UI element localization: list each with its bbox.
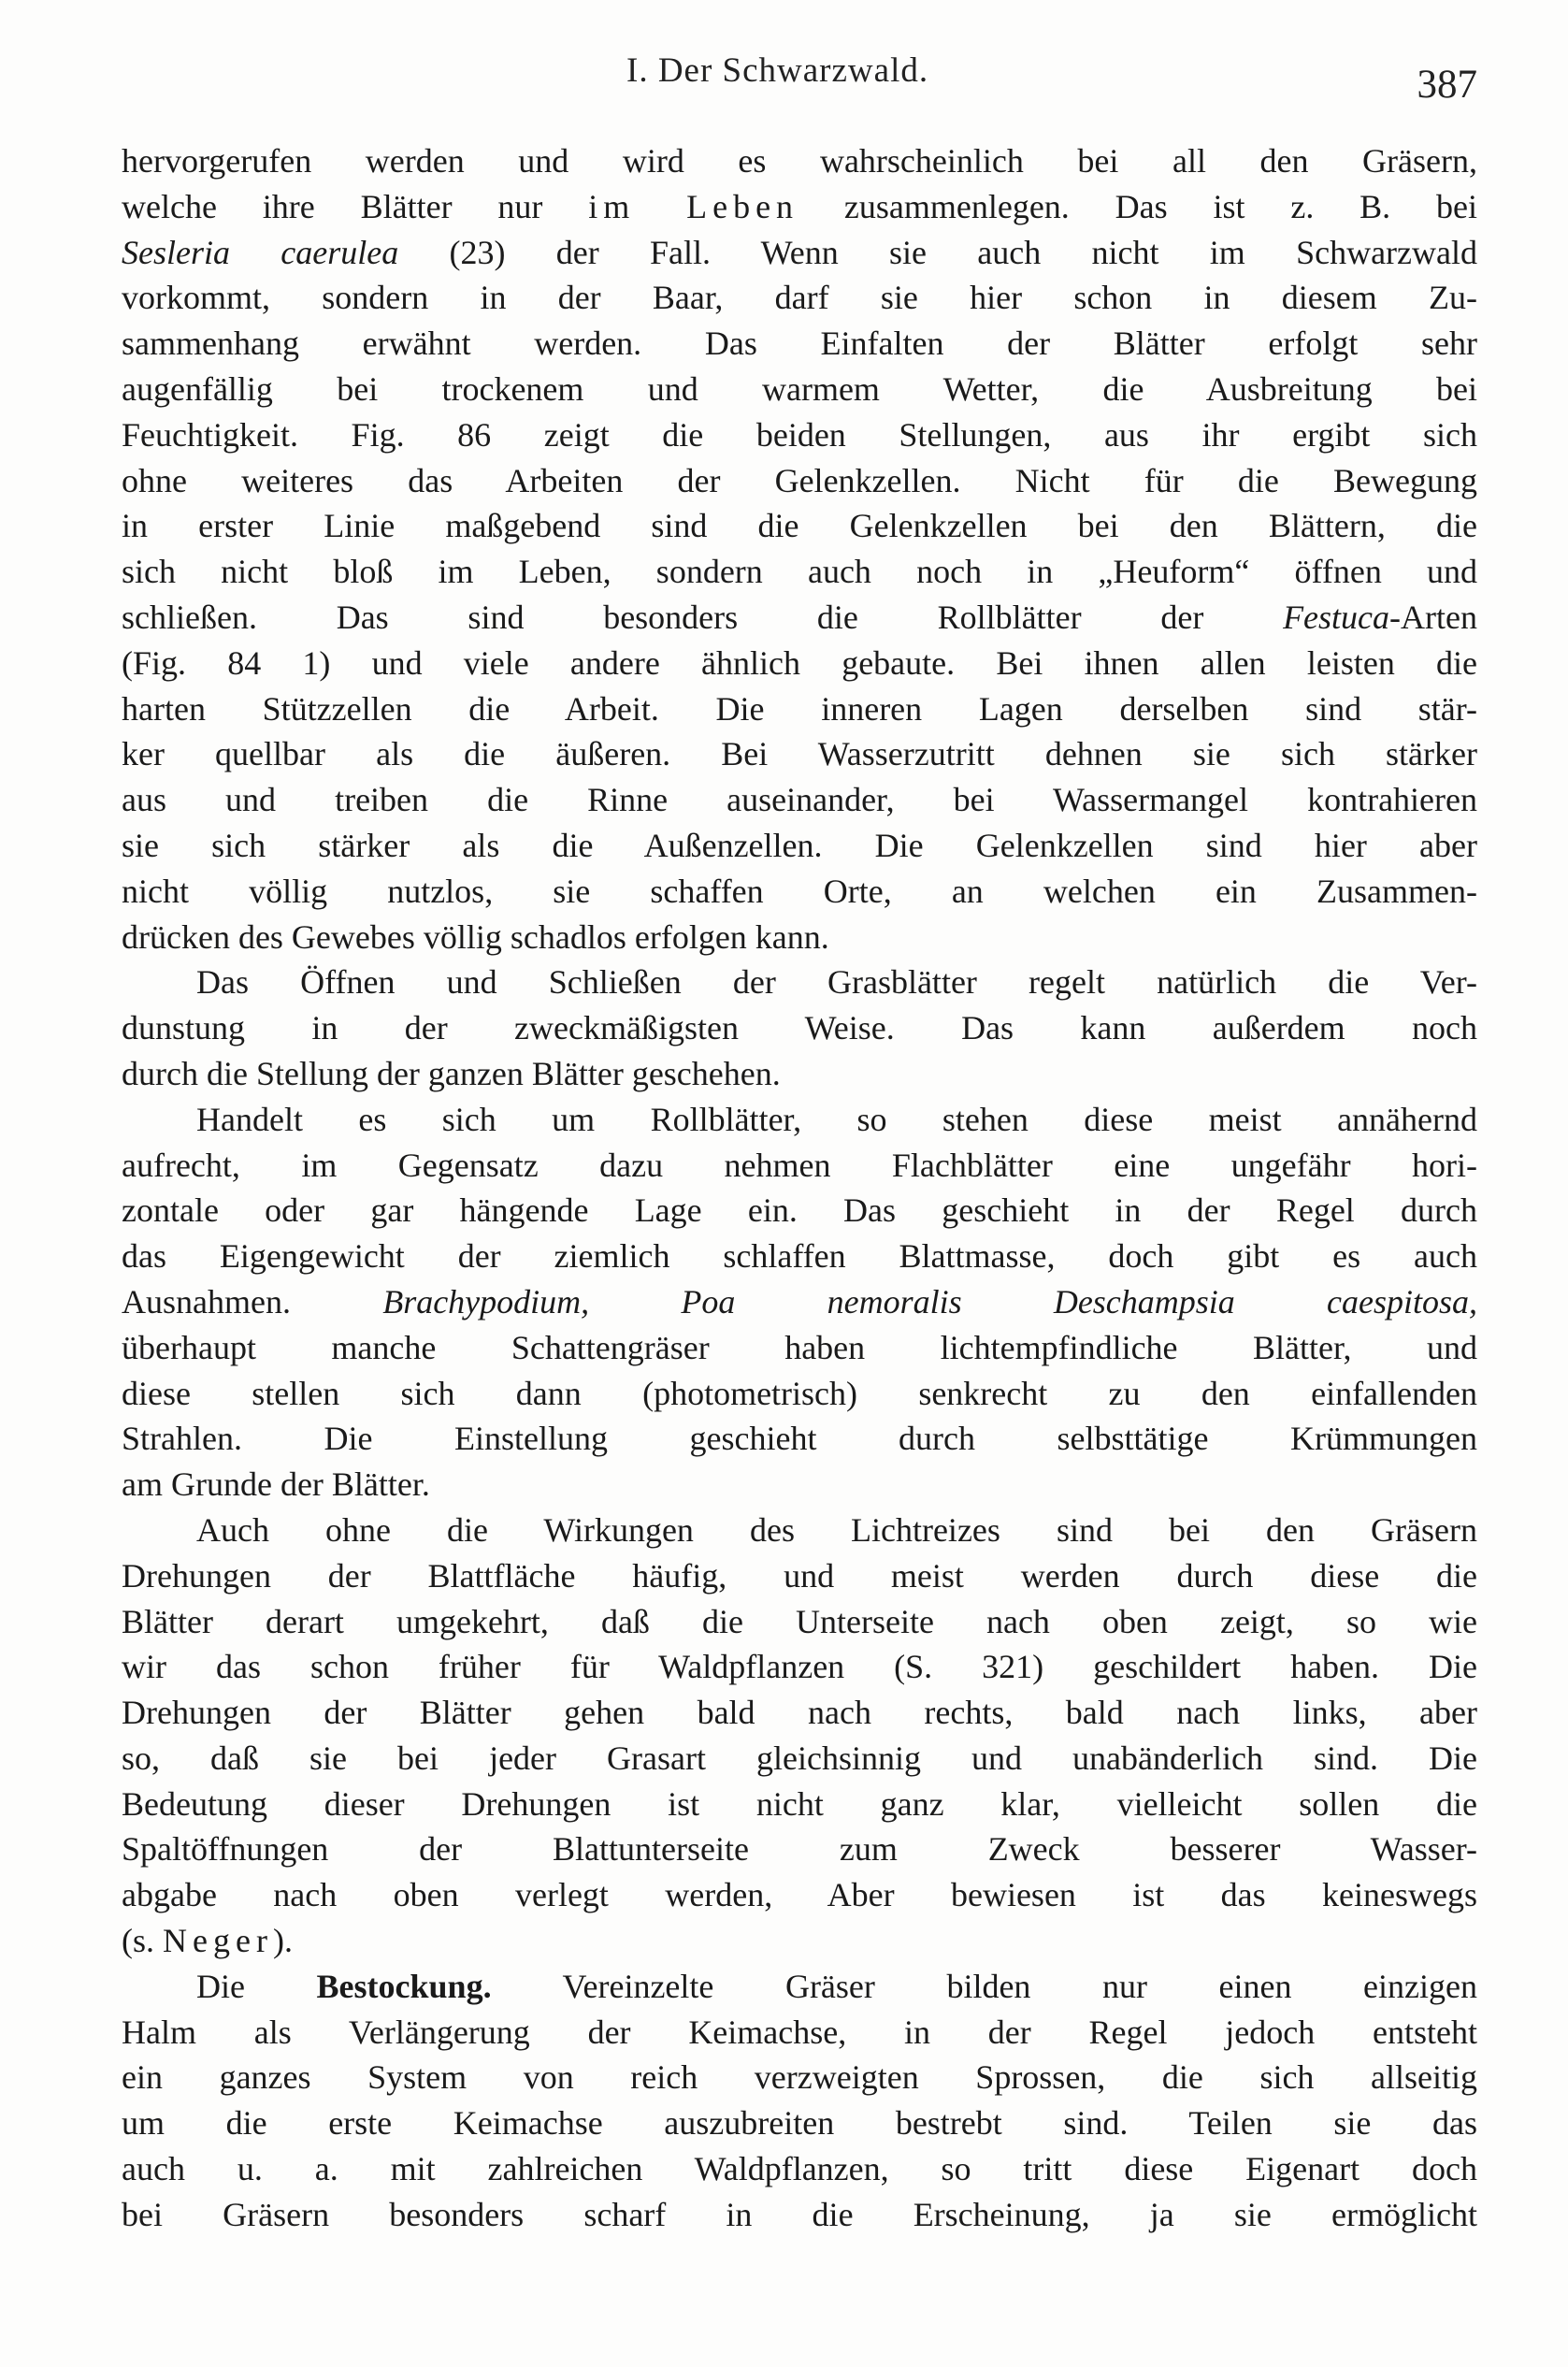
text-line xyxy=(122,2055,1477,2100)
text-line xyxy=(122,595,1477,641)
text-line xyxy=(122,823,1477,869)
text-line xyxy=(122,1143,1477,1189)
text-line xyxy=(122,1918,1477,1964)
text-segment: Festuca xyxy=(1283,598,1390,636)
text-segment: im Leben xyxy=(588,187,799,225)
text-line xyxy=(122,1964,1477,2010)
text-line xyxy=(122,2192,1477,2238)
text-segment: abgabe nach oben verlegt werden, Aber bewiesen ist das keineswegs xyxy=(122,1876,1477,1914)
text-segment: vorkommt, sondern in der Baar, darf sie hier schon in diesem Zu- xyxy=(122,279,1477,317)
text-segment: aufrecht, im Gegensatz dazu nehmen Flachblätter eine ungefähr hori- xyxy=(122,1146,1477,1184)
text-line xyxy=(122,1690,1477,1736)
text-line xyxy=(122,1736,1477,1782)
text-line xyxy=(122,1325,1477,1371)
body-text xyxy=(122,138,1477,2238)
text-segment: das Eigengewicht der ziemlich schlaffen Blattmasse, doch gibt es auch xyxy=(122,1237,1477,1276)
text-segment: Spaltöffnungen der Blattunterseite zum Zweck besserer Wasser- xyxy=(122,1830,1477,1869)
text-line xyxy=(122,1188,1477,1234)
text-segment: sie sich stärker als die Außenzellen. Die Gelenkzellen sind hier aber xyxy=(122,826,1477,864)
text-line xyxy=(122,1872,1477,1918)
text-segment: Drehungen der Blätter gehen bald nach rechts, bald nach links, aber xyxy=(122,1694,1477,1732)
text-line xyxy=(122,1097,1477,1143)
text-segment: Sesleria caerulea xyxy=(122,233,399,271)
text-line xyxy=(122,503,1477,549)
text-segment: Bestockung. xyxy=(316,1967,492,2005)
text-line xyxy=(122,367,1477,412)
text-line xyxy=(122,1234,1477,1279)
text-segment: (23) der Fall. Wenn sie auch nicht im Schwarzwald xyxy=(398,233,1477,271)
text-line xyxy=(122,1508,1477,1553)
text-segment: drücken des Gewebes völlig schadlos erfolgen kann. xyxy=(122,917,829,956)
text-line xyxy=(122,641,1477,686)
text-segment: Vereinzelte Gräser bilden nur einen einzigen xyxy=(491,1967,1477,2005)
text-segment: zusammenlegen. Das ist z. B. bei xyxy=(798,187,1477,225)
text-line xyxy=(122,1416,1477,1462)
text-segment: am Grunde der Blätter. xyxy=(122,1465,430,1504)
text-line xyxy=(122,686,1477,732)
text-segment: Halm als Verlängerung der Keimachse, in der Regel jedoch entsteht xyxy=(122,2013,1477,2051)
text-segment: durch die Stellung der ganzen Blätter geschehen. xyxy=(122,1054,781,1092)
text-line xyxy=(122,1782,1477,1827)
text-line xyxy=(122,777,1477,823)
text-line xyxy=(122,731,1477,777)
text-line xyxy=(122,1826,1477,1872)
text-segment: Blätter derart umgekehrt, daß die Unterseite nach oben zeigt, so wie xyxy=(122,1602,1477,1640)
text-line xyxy=(122,458,1477,504)
text-segment: auch u. a. mit zahlreichen Waldpflanzen, so tritt diese Eigenart doch xyxy=(122,2150,1477,2188)
text-line xyxy=(122,1279,1477,1325)
text-line xyxy=(122,1462,1477,1508)
text-segment: so, daß sie bei jeder Grasart gleichsinnig und unabänderlich sind. Die xyxy=(122,1739,1477,1777)
text-line xyxy=(122,960,1477,1005)
text-segment: -Arten xyxy=(1389,598,1477,636)
text-segment: schließen. Das sind besonders die Rollblätter der xyxy=(122,598,1284,636)
text-segment: Handelt es sich um Rollblätter, so stehen diese meist annähernd xyxy=(196,1100,1477,1138)
text-line xyxy=(122,275,1477,321)
text-line xyxy=(122,915,1477,960)
text-line xyxy=(122,2100,1477,2146)
text-line xyxy=(122,321,1477,367)
text-segment: augenfällig bei trockenem und warmem Wetter, die Ausbreitung bei xyxy=(122,369,1477,408)
text-segment: Strahlen. Die Einstellung geschieht durch selbsttätige Krümmungen xyxy=(122,1420,1477,1458)
text-line xyxy=(122,184,1477,230)
text-segment: ker quellbar als die äußeren. Bei Wasserzutritt dehnen sie sich stärker xyxy=(122,735,1477,773)
text-line xyxy=(122,138,1477,184)
text-line xyxy=(122,2146,1477,2192)
text-segment: Drehungen der Blattfläche häufig, und meist werden durch diese die xyxy=(122,1556,1477,1595)
text-line xyxy=(122,230,1477,276)
text-line xyxy=(122,1553,1477,1599)
text-segment: hervorgerufen werden und wird es wahrscheinlich bei all den Gräsern, xyxy=(122,142,1477,180)
text-segment: Die xyxy=(196,1967,317,2005)
text-segment: in erster Linie maßgebend sind die Gelenkzellen bei den Blättern, die xyxy=(122,507,1477,545)
text-segment: Brachypodium, Poa nemoralis Deschampsia caespitosa, xyxy=(382,1282,1477,1321)
text-line xyxy=(122,1599,1477,1645)
text-segment: bei Gräsern besonders scharf in die Erscheinung, ja sie ermöglicht xyxy=(122,2195,1477,2233)
text-segment: harten Stützzellen die Arbeit. Die inneren Lagen derselben sind stär- xyxy=(122,689,1477,728)
text-segment: Das Öffnen und Schließen der Grasblätter regelt natürlich die Ver- xyxy=(196,963,1477,1002)
text-segment: Ausnahmen. xyxy=(122,1282,383,1321)
text-segment: Feuchtigkeit. Fig. 86 zeigt die beiden Stellungen, aus ihr ergibt sich xyxy=(122,415,1477,454)
page-number: 387 xyxy=(1417,63,1477,107)
text-segment: wir das schon früher für Waldpflanzen (S. 321) geschildert haben. Die xyxy=(122,1648,1477,1686)
text-segment: (Fig. 84 1) und viele andere ähnlich gebaute. Bei ihnen allen leisten die xyxy=(122,643,1477,682)
text-segment: Neger xyxy=(163,1922,273,1960)
running-title: I. Der Schwarzwald. xyxy=(626,51,929,90)
text-segment: welche ihre Blätter nur xyxy=(122,187,589,225)
text-segment: Auch ohne die Wirkungen des Lichtreizes sind bei den Gräsern xyxy=(196,1510,1477,1549)
text-segment: aus und treiben die Rinne auseinander, bei Wassermangel kontrahieren xyxy=(122,781,1477,819)
text-segment: ohne weiteres das Arbeiten der Gelenkzellen. Nicht für die Bewegung xyxy=(122,461,1477,499)
text-line xyxy=(122,549,1477,595)
text-segment: Bedeutung dieser Drehungen ist nicht ganz klar, vielleicht sollen die xyxy=(122,1784,1477,1823)
running-head xyxy=(122,41,1477,116)
text-line xyxy=(122,869,1477,915)
text-segment: zontale oder gar hängende Lage ein. Das geschieht in der Regel durch xyxy=(122,1191,1477,1230)
text-segment: sich nicht bloß im Leben, sondern auch noch in „Heuform“ öffnen und xyxy=(122,553,1477,591)
text-segment: (s. xyxy=(122,1922,163,1960)
text-segment: diese stellen sich dann (photometrisch) senkrecht zu den einfallenden xyxy=(122,1374,1477,1412)
text-segment: ). xyxy=(272,1922,293,1960)
text-line xyxy=(122,1051,1477,1097)
text-line xyxy=(122,1371,1477,1417)
text-line xyxy=(122,412,1477,458)
text-line xyxy=(122,1005,1477,1051)
text-line xyxy=(122,1644,1477,1690)
text-line xyxy=(122,2010,1477,2056)
text-segment: ein ganzes System von reich verzweigten Sprossen, die sich allseitig xyxy=(122,2058,1477,2097)
text-segment: überhaupt manche Schattengräser haben lichtempfindliche Blätter, und xyxy=(122,1328,1477,1366)
text-segment: sammenhang erwähnt werden. Das Einfalten der Blätter erfolgt sehr xyxy=(122,325,1477,363)
text-segment: dunstung in der zweckmäßigsten Weise. Das kann außerdem noch xyxy=(122,1009,1477,1047)
text-segment: um die erste Keimachse auszubreiten bestrebt sind. Teilen sie das xyxy=(122,2104,1477,2143)
text-segment: nicht völlig nutzlos, sie schaffen Orte, an welchen ein Zusammen- xyxy=(122,872,1477,910)
